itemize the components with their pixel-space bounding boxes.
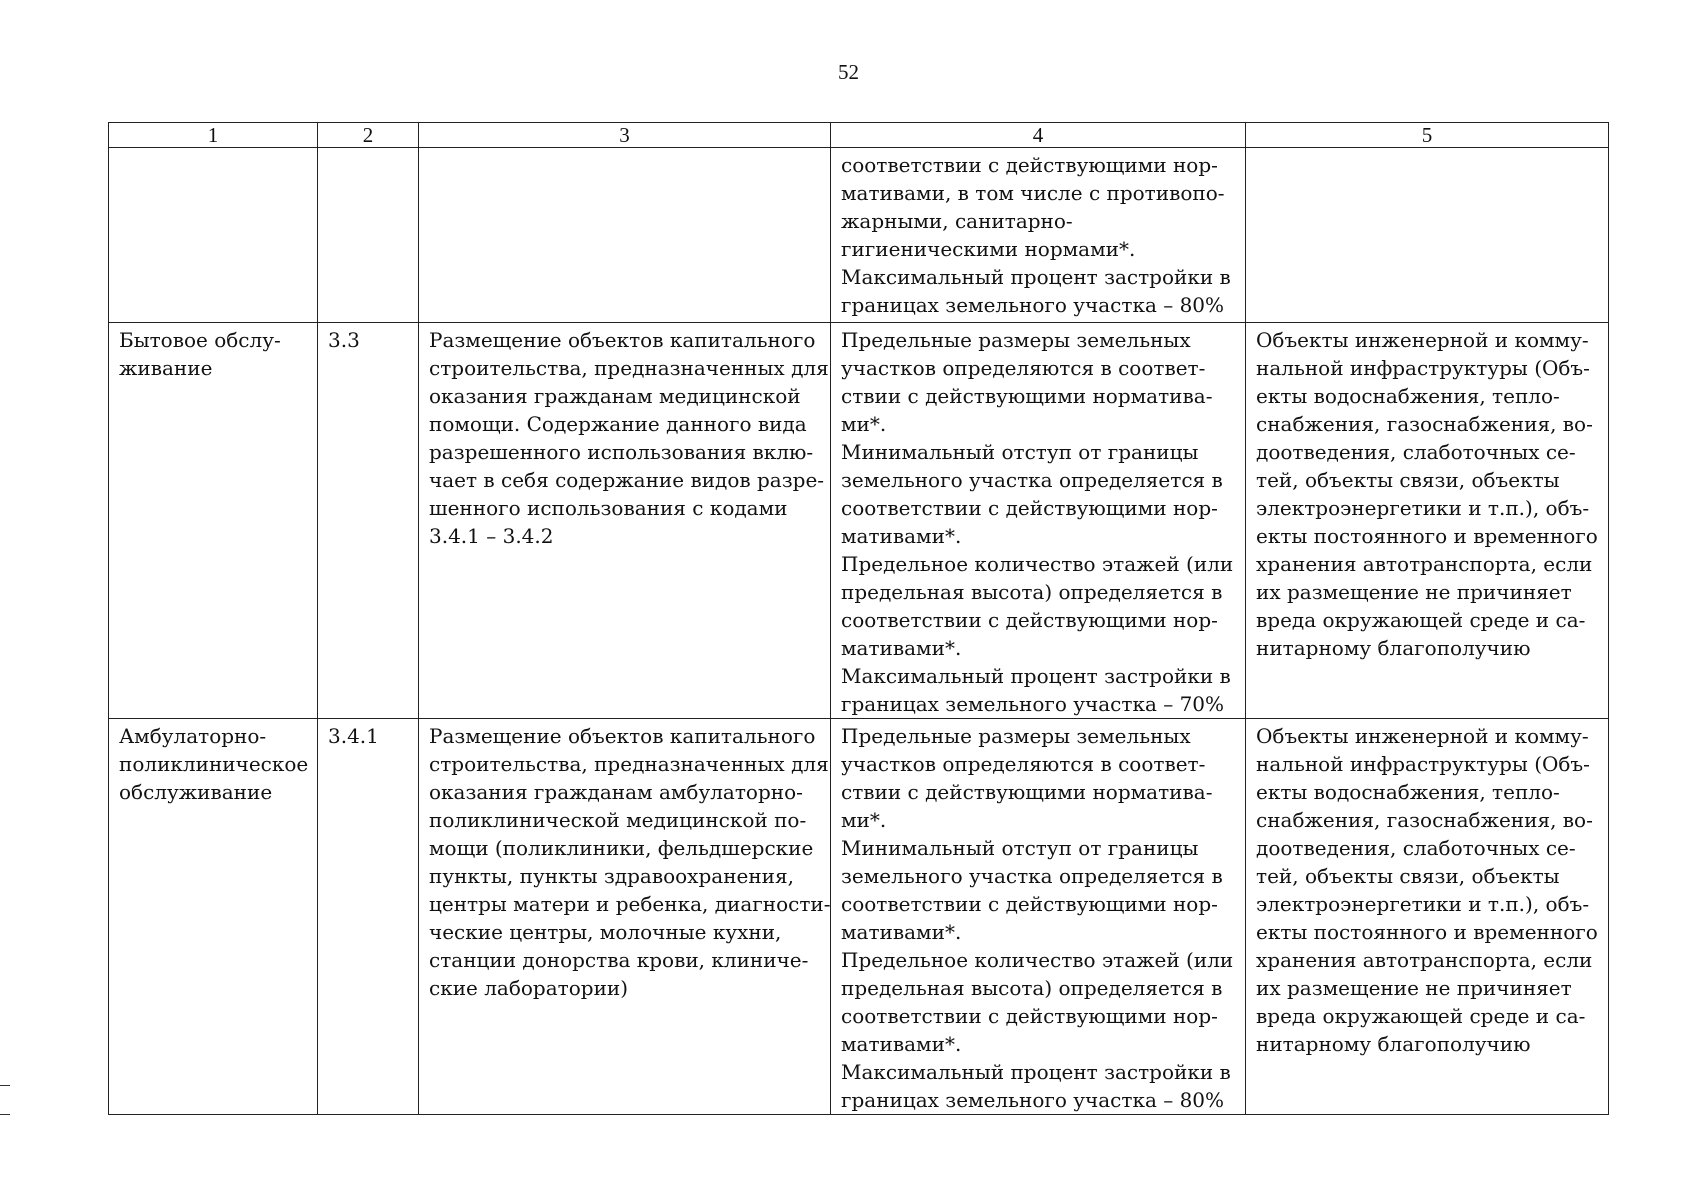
cell-text-line: ствии с действующими норматива-	[841, 780, 1213, 804]
cell-text-line: участков определяются в соответ-	[841, 752, 1206, 776]
cell-text-line: поликлиническое	[119, 752, 309, 776]
cell-text-line: ческие центры, молочные кухни,	[429, 920, 782, 944]
cell-description	[419, 148, 831, 323]
header-col-3: 3	[419, 123, 831, 148]
cell-parameters	[831, 148, 1246, 323]
cell-code	[318, 719, 419, 1115]
table-row	[109, 719, 1609, 1115]
cell-text-line: электроэнергетики и т.п.), объ-	[1256, 892, 1590, 916]
cell-text-line: тей, объекты связи, объекты	[1256, 864, 1560, 888]
cell-text-line: нитарному благополучию	[1256, 636, 1531, 660]
cell-text-line: мативами*.	[841, 920, 962, 944]
cell-text-line: хранения автотранспорта, если	[1256, 552, 1593, 576]
cell-code	[318, 323, 419, 719]
cell-text-line: Размещение объектов капитального	[429, 328, 816, 352]
header-col-2: 2	[318, 123, 419, 148]
page-number: 52	[838, 60, 859, 84]
cell-text-line: хранения автотранспорта, если	[1256, 948, 1593, 972]
cell-text-line: чает в себя содержание видов разре-	[429, 468, 825, 492]
cell-text-line: земельного участка определяется в	[841, 864, 1223, 888]
cell-text-line: строительства, предназначенных для	[429, 752, 829, 776]
cell-text-line: Объекты инженерной и комму-	[1256, 724, 1589, 748]
cell-parameters	[831, 719, 1246, 1115]
cell-text-line: центры матери и ребенка, диагности-	[429, 892, 831, 916]
cell-text-line: екты водоснабжения, тепло-	[1256, 780, 1560, 804]
cell-text-line: Максимальный процент застройки в	[841, 1060, 1231, 1084]
cell-auxiliary-uses	[1246, 323, 1609, 719]
cell-text-line: 3.4.1 – 3.4.2	[429, 524, 554, 548]
cell-text-line: станции донорства крови, клиниче-	[429, 948, 809, 972]
cell-text-line: 3.4.1	[328, 724, 379, 748]
cell-use-name	[109, 719, 318, 1115]
cell-text-line: соответствии с действующими нор-	[841, 153, 1218, 177]
cell-description	[419, 719, 831, 1115]
cell-text-line: пункты, пункты здравоохранения,	[429, 864, 794, 888]
cell-text-line: ми*.	[841, 808, 887, 832]
cell-text-line: доотведения, слаботочных се-	[1256, 836, 1576, 860]
document-table-container	[108, 122, 1608, 1115]
cell-text-line: мативами*.	[841, 636, 962, 660]
cell-text-line: жарными, санитарно-	[841, 209, 1073, 233]
cell-text-line: границах земельного участка – 70%	[841, 692, 1225, 716]
margin-mark	[0, 1114, 10, 1115]
cell-text-line: екты водоснабжения, тепло-	[1256, 384, 1560, 408]
cell-text-line: строительства, предназначенных для	[429, 356, 829, 380]
cell-text-line: обслуживание	[119, 780, 273, 804]
cell-text-line: вреда окружающей среде и са-	[1256, 1004, 1586, 1028]
cell-text-line: Предельное количество этажей (или	[841, 948, 1234, 972]
cell-text-line: Минимальный отступ от границы	[841, 440, 1199, 464]
cell-text-line: гигиеническими нормами*.	[841, 237, 1136, 261]
cell-text-line: соответствии с действующими нор-	[841, 496, 1218, 520]
land-use-table	[108, 122, 1609, 1115]
cell-text-line: оказания гражданам амбулаторно-	[429, 780, 803, 804]
cell-text-line: разрешенного использования вклю-	[429, 440, 814, 464]
cell-text-line: мативами, в том числе с противопо-	[841, 181, 1225, 205]
cell-text-line: ствии с действующими норматива-	[841, 384, 1213, 408]
cell-text-line: 3.3	[328, 328, 360, 352]
cell-text-line: Минимальный отступ от границы	[841, 836, 1199, 860]
cell-text-line: предельная высота) определяется в	[841, 976, 1223, 1000]
cell-text-line: нальной инфраструктуры (Объ-	[1256, 752, 1590, 776]
cell-text-line: екты постоянного и временного	[1256, 524, 1598, 548]
cell-text-line: мативами*.	[841, 1032, 962, 1056]
cell-auxiliary-uses	[1246, 148, 1609, 323]
cell-text-line: оказания гражданам медицинской	[429, 384, 801, 408]
cell-text-line: Объекты инженерной и комму-	[1256, 328, 1589, 352]
cell-text-line: нальной инфраструктуры (Объ-	[1256, 356, 1590, 380]
cell-text-line: Амбулаторно-	[119, 724, 267, 748]
cell-use-name	[109, 148, 318, 323]
cell-parameters	[831, 323, 1246, 719]
cell-text-line: соответствии с действующими нор-	[841, 1004, 1218, 1028]
cell-text-line: екты постоянного и временного	[1256, 920, 1598, 944]
cell-text-line: мативами*.	[841, 524, 962, 548]
table-header-row	[109, 123, 1609, 148]
cell-text-line: Предельные размеры земельных	[841, 328, 1191, 352]
cell-text-line: Бытовое обслу-	[119, 328, 281, 352]
table-row	[109, 148, 1609, 323]
cell-text-line: границах земельного участка – 80%	[841, 1088, 1225, 1112]
cell-text-line: снабжения, газоснабжения, во-	[1256, 808, 1593, 832]
cell-text-line: границах земельного участка – 80%	[841, 293, 1225, 317]
header-col-5: 5	[1246, 123, 1609, 148]
margin-mark	[0, 1085, 10, 1086]
cell-text-line: вреда окружающей среде и са-	[1256, 608, 1586, 632]
cell-text-line: доотведения, слаботочных се-	[1256, 440, 1576, 464]
cell-text-line: помощи. Содержание данного вида	[429, 412, 807, 436]
cell-text-line: участков определяются в соответ-	[841, 356, 1206, 380]
cell-text-line: Предельные размеры земельных	[841, 724, 1191, 748]
cell-text-line: Максимальный процент застройки в	[841, 265, 1231, 289]
cell-text-line: ские лаборатории)	[429, 976, 629, 1000]
cell-text-line: соответствии с действующими нор-	[841, 608, 1218, 632]
cell-text-line: Максимальный процент застройки в	[841, 664, 1231, 688]
header-col-4: 4	[831, 123, 1246, 148]
cell-code	[318, 148, 419, 323]
cell-use-name	[109, 323, 318, 719]
cell-text-line: их размещение не причиняет	[1256, 580, 1572, 604]
cell-description	[419, 323, 831, 719]
cell-text-line: земельного участка определяется в	[841, 468, 1223, 492]
cell-text-line: соответствии с действующими нор-	[841, 892, 1218, 916]
cell-text-line: их размещение не причиняет	[1256, 976, 1572, 1000]
cell-text-line: электроэнергетики и т.п.), объ-	[1256, 496, 1590, 520]
cell-text-line: Предельное количество этажей (или	[841, 552, 1234, 576]
cell-auxiliary-uses	[1246, 719, 1609, 1115]
cell-text-line: живание	[119, 356, 213, 380]
cell-text-line: снабжения, газоснабжения, во-	[1256, 412, 1593, 436]
cell-text-line: предельная высота) определяется в	[841, 580, 1223, 604]
cell-text-line: мощи (поликлиники, фельдшерские	[429, 836, 814, 860]
cell-text-line: Размещение объектов капитального	[429, 724, 816, 748]
cell-text-line: тей, объекты связи, объекты	[1256, 468, 1560, 492]
cell-text-line: нитарному благополучию	[1256, 1032, 1531, 1056]
cell-text-line: ми*.	[841, 412, 887, 436]
cell-text-line: шенного использования с кодами	[429, 496, 788, 520]
header-col-1: 1	[109, 123, 318, 148]
table-row	[109, 323, 1609, 719]
cell-text-line: поликлинической медицинской по-	[429, 808, 807, 832]
